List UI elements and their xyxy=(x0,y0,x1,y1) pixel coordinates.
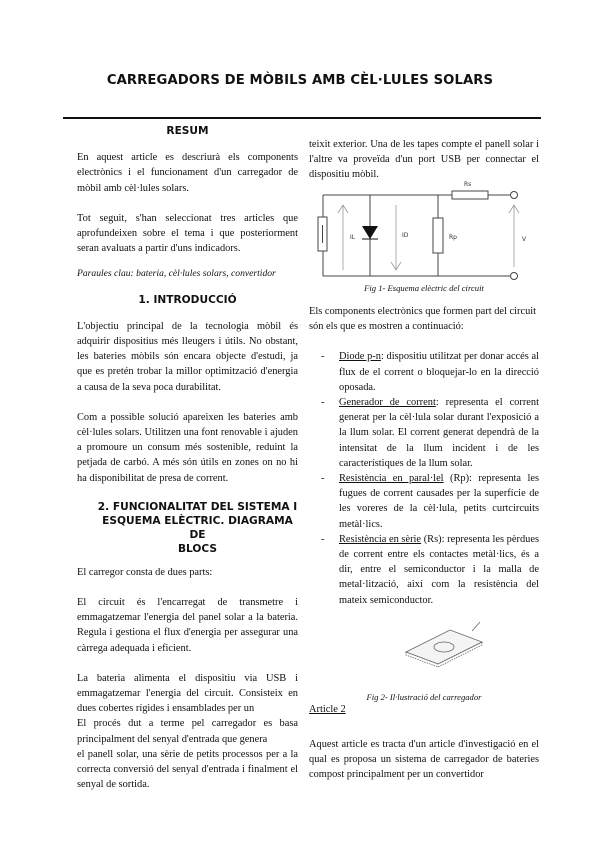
section2-paragraph-4: El procés dut a terme pel carregador es basa principalment del senyal d'entrada que genera xyxy=(77,718,298,745)
keywords: Paraules clau: bateria, cèl·lules solars, convertidor xyxy=(77,268,276,280)
component-term: Generador de corrent xyxy=(339,397,436,409)
figure1-caption: Fig 1- Esquema elèctric del circuit xyxy=(364,283,484,293)
label-il: IL xyxy=(350,234,356,241)
component-term: Resistència en sèrie xyxy=(339,533,422,545)
label-v: V xyxy=(522,236,527,243)
component-term: Diode p-n xyxy=(339,351,381,363)
component-item: - Resistència en sèrie (Rs): representa les pèrdues de corrent entre els contactes metàl·lics, és a dir, entre el semiconductor i la malla de metal·lització, així com la resistència del mateix semiconductor. xyxy=(321,533,539,606)
label-id: ID xyxy=(402,232,409,239)
section2-paragraph-5: el panell solar, una sèrie de petits processos per a la correcta conversió del senyal d'entrada i finalment el senyal de sortida. xyxy=(77,748,298,791)
label-rs: Rs xyxy=(464,181,472,188)
resum-heading: RESUM xyxy=(166,125,209,137)
section1-paragraph-2: Com a possible solució apareixen les bateries amb cèl·lules solars. Utilitzen una font renovable i ajuden a promoure un consum més sostenible, reduint la petjada de carbó. A més són útils en zones on no hi ha disponibilitat de presa de corrent. xyxy=(77,411,298,484)
document-title: CARREGADORS DE MÒBILS AMB CÈL·LULES SOLARS xyxy=(106,73,494,88)
charger-illustration xyxy=(402,618,488,668)
component-item: - Generador de corrent: representa el corrent generat per la cèl·lula solar durant l'exposició a la llum solar. El corrent generat dependrà de la intensitat de la llum incident i de les característiques de la llum solar. xyxy=(321,397,539,469)
section2-heading: 2. FUNCIONALITAT DEL SISTEMA I ESQUEMA ELÈCTRIC. DIAGRAMA DE BLOCS xyxy=(97,500,298,555)
article2-paragraph: Aquest article es tracta d'un article d'investigació en el qual es proposa un sistema de carregador de bateries compost principalment per un convertidor xyxy=(309,739,539,781)
article2-section xyxy=(309,737,539,783)
section1-heading: 1. INTRODUCCIÓ xyxy=(138,293,237,306)
left-column xyxy=(77,124,298,793)
components-section xyxy=(309,304,539,608)
section1-paragraph-1: L'objectiu principal de la tecnologia mòbil és adquirir dispositius més lleugers i útils. No obstant, les bateries mòbils són encara objecte d'estudi, ja que es pretén trobar la millor optimització d'energia a causa de la seva poca durabilitat. xyxy=(77,320,298,393)
section2-paragraph-3: La bateria alimenta el dispositiu via USB i emmagatzemar l'energia del circuit. Consisteix en dues cobertes rígides i ensamblades per un xyxy=(77,672,298,715)
header-rule xyxy=(63,117,541,119)
resum-paragraph-1: En aquest article es descriurà els components electrònics i el funcionament d'un carregador de mòbil amb cèl·lules solars. xyxy=(77,152,298,194)
component-term: Resistència en paral·lel xyxy=(339,473,444,485)
label-rp: Rp xyxy=(449,234,457,241)
figure2-caption: Fig 2- Il·lustració del carregador xyxy=(366,692,482,702)
section2-paragraph-1: El carregor consta de dues parts: xyxy=(77,566,213,578)
continuation-paragraph: teixit exterior. Una de les tapes compte el panell solar i l'altre va proveïda d'un port USB per connectar el dispositiu mòbil. xyxy=(309,139,539,181)
components-list xyxy=(309,349,539,607)
circuit-diagram xyxy=(310,175,540,280)
resum-paragraph-2: Tot seguit, s'han seleccionat tres articles que aprofundeixen sobre el tema i que posteriorment seran avaluats a partir d'uns indicadors. xyxy=(77,212,298,255)
section2-paragraph-2: El circuit és l'encarregat de transmetre i emmagatzemar l'energia del panel solar a la bateria. Regula i gestiona el flux d'energia per assegurar una càrrega adequada i eficient. xyxy=(77,597,298,654)
components-intro: Els components electrònics que formen part del circuit són els que es mostren a continuació: xyxy=(309,306,537,333)
article2-heading: Article 2 xyxy=(309,704,346,715)
component-item: - Diode p-n: dispositiu utilitzat per donar accés al flux de el corrent o bloquejar-lo en la direcció oposada. xyxy=(321,351,540,393)
component-item: - Resistència en paral·lel (Rp): representa les fugues de corrent causades per la superfície de les voreres de la cèl·lula, petits curtcircuits metàl·lics. xyxy=(321,473,539,530)
